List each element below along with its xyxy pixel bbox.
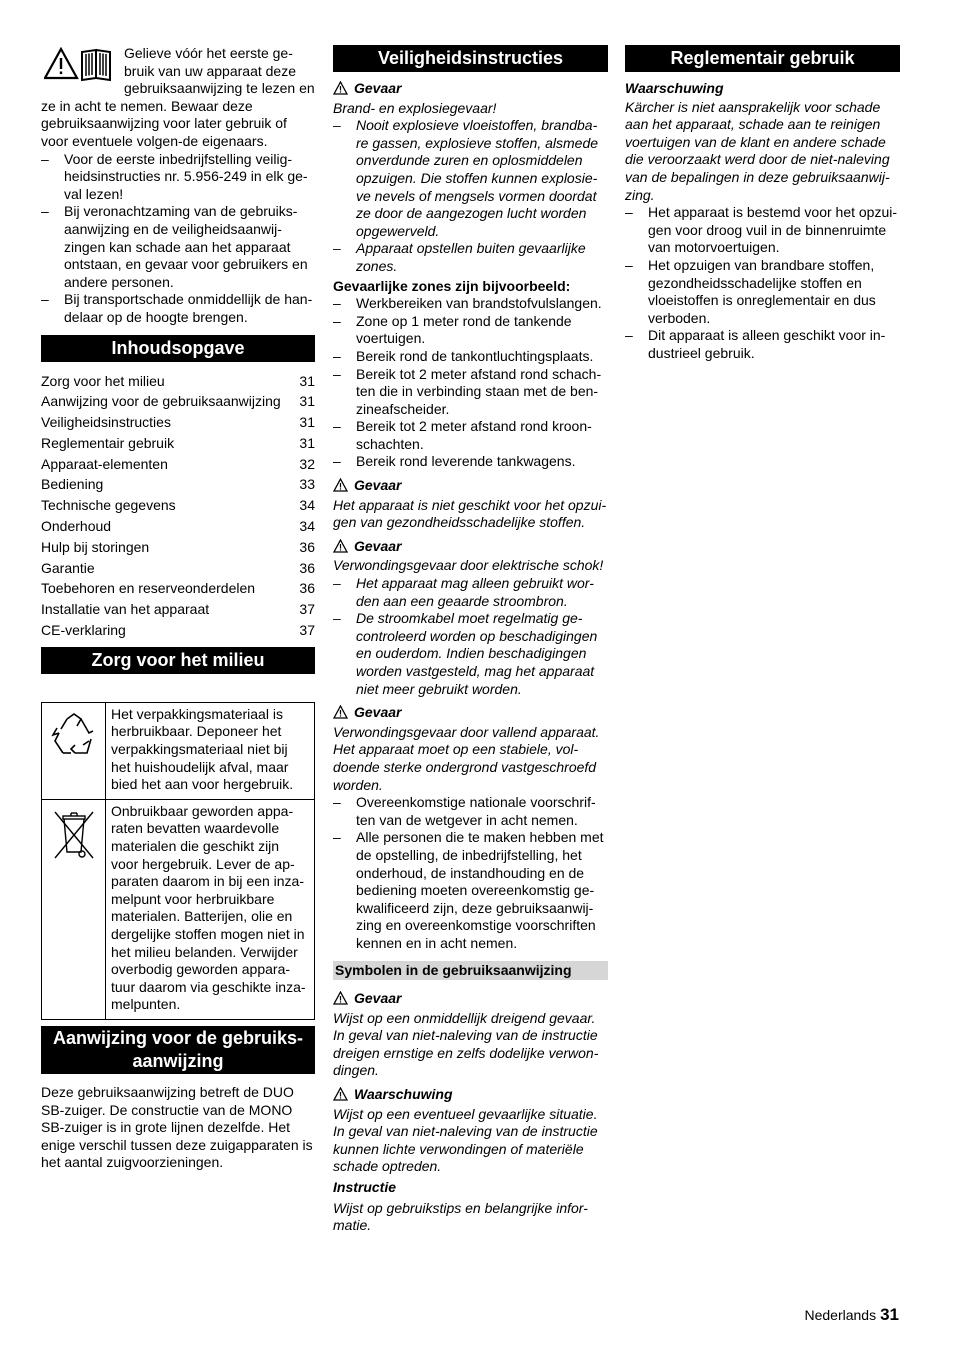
fire-explosion-list bbox=[333, 117, 608, 275]
toc-entry-page: 31 bbox=[299, 434, 315, 451]
health-hazard-text: Het apparaat is niet geschikt voor het opzui-gen van gezondheidsschadelijke stoffen. bbox=[333, 496, 607, 531]
list-item: – Werkbereiken van brandstofvulslangen. bbox=[333, 295, 608, 313]
instruction-label: Instructie bbox=[333, 1179, 397, 1196]
zones-list bbox=[333, 295, 608, 471]
environment-text: Het verpakkingsmateriaal is herbruikbaar. Deponeer het verpakkingsmateriaal niet bij het huishoudelijk afval, maar bied het aan voor hergebruik. bbox=[106, 702, 315, 799]
list-item: – Het apparaat is bestemd voor het opzui-gen voor droog vuil in de binnenruimte van motorvoertuigen. bbox=[625, 204, 900, 257]
toc-entry-label: Apparaat-elementen bbox=[41, 455, 168, 472]
intro-list bbox=[41, 151, 315, 327]
toc-entry-page: 36 bbox=[299, 559, 315, 576]
manual-book-icon bbox=[82, 50, 110, 80]
toc-entry[interactable] bbox=[41, 516, 315, 537]
list-item: – Overeenkomstige nationale voorschrif-ten van de wetgever in acht nemen. bbox=[333, 794, 608, 829]
falling-device-lead: Verwondingsgevaar door vallend apparaat. Het apparaat moet op een stabiele, vol-doende sterke ondergrond vastgeschroefd worden. bbox=[333, 723, 600, 793]
toc-entry-label: Installatie van het apparaat bbox=[41, 601, 210, 618]
intended-use-warning-label: Waarschuwing bbox=[625, 80, 724, 96]
heading-line: Aanwijzing voor de gebruiks- bbox=[52, 1027, 304, 1048]
footer-language: Nederlands bbox=[804, 1307, 877, 1323]
toc-entry-page: 36 bbox=[299, 580, 315, 597]
intended-use-warning-text: Kärcher is niet aansprakelijk voor schade aan het apparaat, schade aan te reinigen voertuigen van de klant en andere schade die veroorzaakt werd door de niet-naleving van de bepalingen in deze gebruiksaanwij-zing. bbox=[625, 98, 890, 203]
manual-note-heading bbox=[41, 1026, 315, 1074]
toc-entry-label: Technische gegevens bbox=[41, 497, 176, 514]
table-row bbox=[42, 702, 315, 799]
table-of-contents bbox=[41, 371, 315, 641]
list-item: – Bereik tot 2 meter afstand rond kroon-schachten. bbox=[333, 418, 608, 453]
toc-entry[interactable] bbox=[41, 391, 315, 412]
toc-entry[interactable] bbox=[41, 620, 315, 641]
icon-cell bbox=[42, 799, 106, 1019]
electric-shock-lead: Verwondingsgevaar door elektrische schok! bbox=[333, 557, 604, 574]
danger-text: Gevaar bbox=[354, 990, 402, 1007]
toc-entry-label: Bediening bbox=[41, 476, 104, 493]
column-left bbox=[41, 45, 315, 1172]
column-middle bbox=[333, 45, 608, 1235]
list-item: – Bereik rond de tankontluchtingsplaats. bbox=[333, 348, 608, 366]
danger-text: Gevaar bbox=[354, 80, 402, 96]
warning-triangle-icon bbox=[333, 1087, 348, 1101]
list-item: – Het opzuigen van brandbare stoffen, gezondheidsschadelijke stoffen en vloeistoffen is onreglementair en dus verboden. bbox=[625, 257, 900, 327]
list-item: – Bij veronachtzaming van de gebruiks-aanwijzing en de veiligheidsaanwij-zingen kan schade aan het apparaat ontstaan, en gevaar voor gebruikers en andere personen. bbox=[41, 203, 315, 291]
toc-entry-page: 32 bbox=[299, 455, 315, 472]
warning-triangle-icon bbox=[333, 705, 348, 719]
danger-text: Gevaar bbox=[354, 477, 402, 494]
toc-entry[interactable] bbox=[41, 578, 315, 599]
toc-entry-label: Aanwijzing voor de gebruiksaanwijzing bbox=[41, 393, 281, 410]
toc-entry-label: Garantie bbox=[41, 559, 95, 576]
toc-entry[interactable] bbox=[41, 599, 315, 620]
toc-entry-page: 34 bbox=[299, 518, 315, 535]
list-item: – Alle personen die te maken hebben met de opstelling, de inbedrijfstelling, het onderhoud, de instandhouding en de bediening moeten overeenkomstig ge-kwalificeerd zijn, deze gebruiksaanwij-zing en overeenkomstige voorschriften kennen en in acht nemen. bbox=[333, 829, 608, 952]
falling-device-list bbox=[333, 794, 608, 952]
toc-entry-page: 37 bbox=[299, 601, 315, 618]
electric-shock-list bbox=[333, 575, 608, 698]
list-item: – Bereik tot 2 meter afstand rond schach-ten die in verbinding staan met de ben-zineafscheider. bbox=[333, 366, 608, 419]
danger-label bbox=[333, 477, 608, 495]
toc-entry-label: Zorg voor het milieu bbox=[41, 372, 165, 389]
toc-entry[interactable] bbox=[41, 537, 315, 558]
symbol-warning-text: Wijst op een eventueel gevaarlijke situatie. In geval van niet-naleving van de instructie kunnen lichte verwondingen of materiële schade optreden. bbox=[333, 1105, 598, 1175]
danger-label bbox=[333, 80, 608, 98]
toc-entry-page: 36 bbox=[299, 538, 315, 555]
intro-text: Gelieve vóór het eerste ge-bruik van uw apparaat deze gebruiksaanwijzing te lezen en ze in acht te nemen. Bewaar deze gebruiksaanwijzing voor later gebruik of voor eventuele volgen-de eigenaars. bbox=[41, 45, 315, 149]
toc-entry[interactable] bbox=[41, 412, 315, 433]
intended-use-list bbox=[625, 204, 900, 362]
toc-entry[interactable] bbox=[41, 454, 315, 475]
fire-explosion-lead: Brand- en explosiegevaar! bbox=[333, 99, 497, 116]
warning-text: Waarschuwing bbox=[354, 1086, 453, 1103]
toc-entry-page: 31 bbox=[299, 414, 315, 431]
list-item: – De stroomkabel moet regelmatig ge-controleerd worden op beschadigingen en ouderdom. Indien beschadigingen worden vastgesteld, mag het apparaat niet meer gebruikt worden. bbox=[333, 610, 608, 698]
warning-triangle-icon bbox=[333, 539, 348, 553]
environment-heading: Zorg voor het milieu bbox=[41, 647, 315, 674]
manual-note-text: Deze gebruiksaanwijzing betreft de DUO SB-zuiger. De constructie van de MONO SB-zuiger is in grote lijnen dezelfde. Het enige verschil tussen deze zuigapparaten is het aantal zuigvoorzieningen. bbox=[41, 1083, 313, 1171]
symbols-heading: Symbolen in de gebruiksaanwijzing bbox=[333, 961, 608, 981]
list-item: – Voor de eerste inbedrijfstelling veilig-heidsinstructies nr. 5.956-249 in elk ge-val lezen! bbox=[41, 151, 315, 204]
list-item: – Nooit explosieve vloeistoffen, brandba-re gassen, explosieve stoffen, alsmede onverdunde zuren en oplosmiddelen opzuigen. Die stoffen kunnen explosie-ve nevels of mengsels vormen doordat ze door de aangezogen lucht worden opgewerveld. bbox=[333, 117, 608, 240]
toc-entry[interactable] bbox=[41, 558, 315, 579]
toc-entry-label: Reglementair gebruik bbox=[41, 434, 175, 451]
zones-heading: Gevaarlijke zones zijn bijvoorbeeld: bbox=[333, 277, 571, 294]
warning-triangle-icon bbox=[333, 81, 348, 95]
warning-triangle-icon bbox=[44, 47, 118, 81]
toc-entry-page: 34 bbox=[299, 497, 315, 514]
toc-heading: Inhoudsopgave bbox=[41, 335, 315, 362]
warning-triangle-icon bbox=[333, 991, 348, 1005]
symbol-instruction-text: Wijst op gebruikstips en belangrijke infor-matie. bbox=[333, 1199, 588, 1234]
list-item: – Zone op 1 meter rond de tankende voertuigen. bbox=[333, 313, 608, 348]
toc-entry-label: Hulp bij storingen bbox=[41, 538, 150, 555]
list-item: – Het apparaat mag alleen gebruikt wor-den aan een geaarde stroombron. bbox=[333, 575, 608, 610]
recycle-icon bbox=[49, 711, 99, 761]
intro-block bbox=[41, 45, 315, 327]
list-item: – Dit apparaat is alleen geschikt voor in-dustrieel gebruik. bbox=[625, 327, 900, 362]
environment-text: Onbruikbaar geworden appa-raten bevatten waardevolle materialen die geschikt zijn voor hergebruik. Lever de ap-paraten daarom in bij een inza-melpunt voor herbruikbare materialen. Batterijen, olie en dergelijke stoffen mogen niet in het milieu belanden. Verwijder overbodig geworden appara-tuur daarom via geschikte inza-melpunten. bbox=[106, 799, 315, 1019]
danger-label bbox=[333, 538, 608, 556]
list-item: – Apparaat opstellen buiten gevaarlijke zones. bbox=[333, 240, 608, 275]
toc-entry-label: CE-verklaring bbox=[41, 622, 126, 639]
warning-label bbox=[333, 1086, 608, 1104]
environment-table bbox=[41, 702, 315, 1020]
danger-label bbox=[333, 704, 608, 722]
danger-label bbox=[333, 990, 608, 1008]
toc-entry[interactable] bbox=[41, 495, 315, 516]
intended-use-heading: Reglementair gebruik bbox=[625, 45, 900, 72]
toc-entry-label: Veiligheidsinstructies bbox=[41, 414, 171, 431]
column-right bbox=[625, 45, 900, 363]
symbol-danger-text: Wijst op een onmiddellijk dreigend gevaar. In geval van niet-naleving van de instructie dreigen ernstige en zelfs dodelijke verwon-dingen. bbox=[333, 1009, 599, 1079]
toc-entry[interactable] bbox=[41, 371, 315, 392]
list-item: – Bereik rond leverende tankwagens. bbox=[333, 453, 608, 471]
table-row bbox=[42, 799, 315, 1019]
toc-entry-page: 31 bbox=[299, 372, 315, 389]
danger-text: Gevaar bbox=[354, 704, 402, 721]
safety-heading: Veiligheidsinstructies bbox=[333, 45, 608, 72]
toc-entry-label: Toebehoren en reserveonderdelen bbox=[41, 580, 256, 597]
danger-text: Gevaar bbox=[354, 537, 402, 554]
icon-cell bbox=[42, 702, 106, 799]
page-footer bbox=[804, 1306, 899, 1325]
page-number: 31 bbox=[880, 1305, 899, 1324]
crossed-bin-icon bbox=[51, 808, 97, 864]
warning-triangle-icon bbox=[333, 478, 348, 492]
toc-entry[interactable] bbox=[41, 433, 315, 454]
toc-entry-page: 33 bbox=[299, 476, 315, 493]
toc-entry[interactable] bbox=[41, 474, 315, 495]
toc-entry-page: 31 bbox=[299, 393, 315, 410]
warning-manual-icons bbox=[44, 47, 118, 81]
heading-line: aanwijzing bbox=[132, 1050, 224, 1071]
list-item: – Bij transportschade onmiddellijk de han-delaar op de hoogte brengen. bbox=[41, 291, 315, 326]
toc-entry-label: Onderhoud bbox=[41, 518, 112, 535]
toc-entry-page: 37 bbox=[299, 622, 315, 639]
